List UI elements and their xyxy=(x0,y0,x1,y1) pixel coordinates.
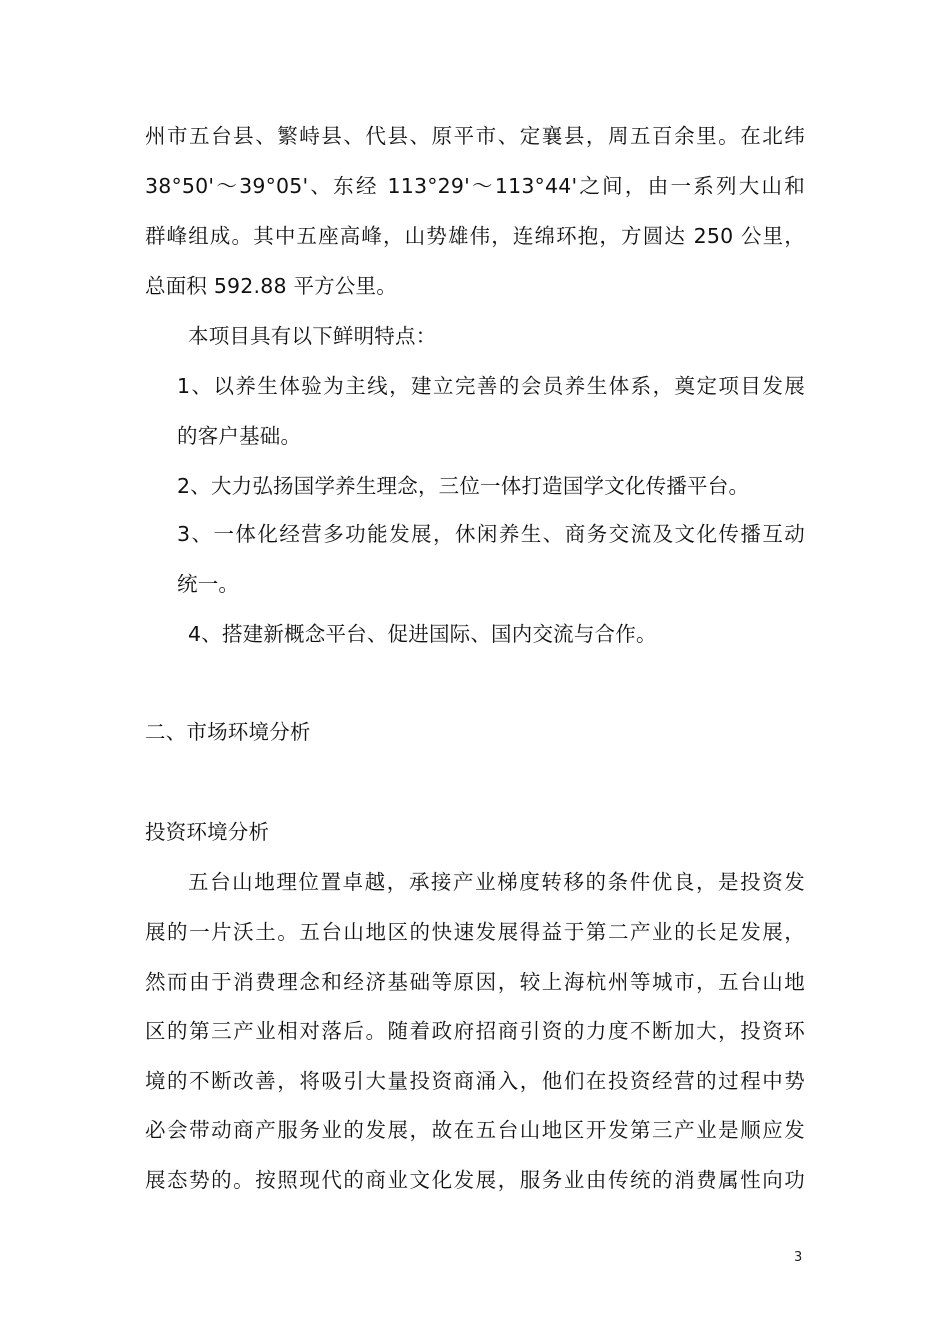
analysis-line-2: 展的一片沃土。五台山地区的快速发展得益于第二产业的长足发展， xyxy=(145,920,805,944)
analysis-line-1: 五台山地理位置卓越，承接产业梯度转移的条件优良，是投资发 xyxy=(188,870,805,894)
analysis-line-4: 区的第三产业相对落后。随着政府招商引资的力度不断加大，投资环 xyxy=(145,1019,805,1043)
feature-item-3-line-2: 统一。 xyxy=(177,572,240,596)
feature-item-1-line-2: 的客户基础。 xyxy=(177,424,302,448)
subsection-heading: 投资环境分析 xyxy=(145,820,270,844)
feature-item-2: 2、大力弘扬国学养生理念，三位一体打造国学文化传播平台。 xyxy=(177,474,750,498)
intro-line-1: 州市五台县、繁峙县、代县、原平市、定襄县，周五百余里。在北纬 xyxy=(145,124,805,148)
section-heading: 二、市场环境分析 xyxy=(145,720,311,744)
feature-item-3-line-1: 3、一体化经营多功能发展，休闲养生、商务交流及文化传播互动 xyxy=(177,522,805,546)
feature-item-4: 4、搭建新概念平台、促进国际、国内交流与合作。 xyxy=(188,622,657,646)
intro-line-2: 38°50'～39°05'、东经 113°29'～113°44'之间，由一系列大山和 xyxy=(145,174,805,198)
analysis-line-3: 然而由于消费理念和经济基础等原因，较上海杭州等城市，五台山地 xyxy=(145,970,805,994)
page-number: 3 xyxy=(794,1250,803,1265)
intro-line-4: 总面积 592.88 平方公里。 xyxy=(145,274,397,298)
feature-item-1-line-1: 1、以养生体验为主线，建立完善的会员养生体系，奠定项目发展 xyxy=(177,374,805,398)
intro-line-3: 群峰组成。其中五座高峰，山势雄伟，连绵环抱，方圆达 250 公里， xyxy=(145,224,805,248)
analysis-line-5: 境的不断改善，将吸引大量投资商涌入，他们在投资经营的过程中势 xyxy=(145,1069,805,1093)
features-intro: 本项目具有以下鲜明特点： xyxy=(188,324,437,348)
analysis-line-6: 必会带动商产服务业的发展，故在五台山地区开发第三产业是顺应发 xyxy=(145,1118,805,1142)
analysis-line-7: 展态势的。按照现代的商业文化发展，服务业由传统的消费属性向功 xyxy=(145,1168,805,1192)
